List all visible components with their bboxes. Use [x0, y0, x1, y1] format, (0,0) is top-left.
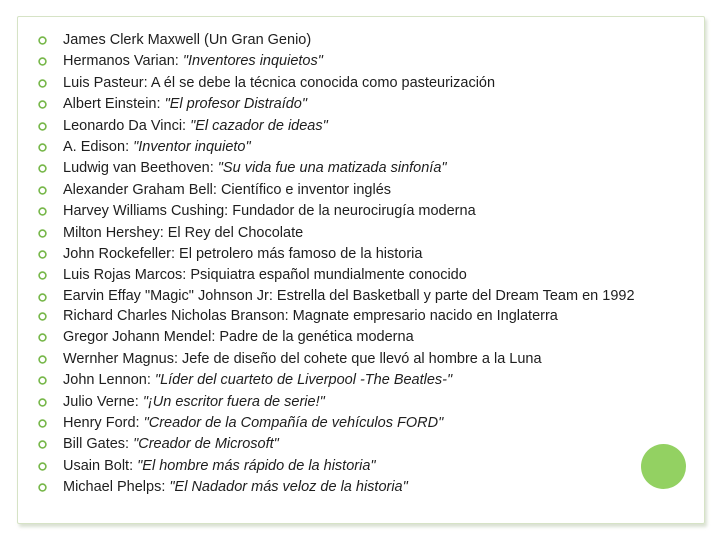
ring-bullet-icon: [38, 398, 47, 407]
ring-bullet-icon: [38, 440, 47, 449]
list-item: Alexander Graham Bell: Científico e inventor inglés: [0, 180, 673, 201]
list-item: Michael Phelps: "El Nadador más veloz de la historia": [0, 477, 673, 498]
list-item: Julio Verne: "¡Un escritor fuera de serie!": [0, 392, 673, 413]
list-item: Wernher Magnus: Jefe de diseño del cohete que llevó al hombre a la Luna: [0, 349, 673, 370]
ring-bullet-icon: [38, 462, 47, 471]
ring-bullet-icon: [38, 333, 47, 342]
list-item: Usain Bolt: "El hombre más rápido de la historia": [0, 456, 673, 477]
ring-bullet-icon: [38, 271, 47, 280]
ring-bullet-icon: [38, 293, 47, 302]
ring-bullet-icon: [38, 79, 47, 88]
ring-bullet-icon: [38, 57, 47, 66]
ring-bullet-icon: [38, 355, 47, 364]
ring-bullet-icon: [38, 122, 47, 131]
list-item: Luis Pasteur: A él se debe la técnica conocida como pasteurización: [0, 73, 673, 94]
list-item: Milton Hershey: El Rey del Chocolate: [0, 223, 673, 244]
list-item: Richard Charles Nicholas Branson: Magnate empresario nacido en Inglaterra: [0, 306, 673, 327]
list-item: Henry Ford: "Creador de la Compañía de vehículos FORD": [0, 413, 673, 434]
list-item: John Lennon: "Líder del cuarteto de Liverpool -The Beatles-": [0, 370, 673, 391]
list-item: Luis Rojas Marcos: Psiquiatra español mundialmente conocido: [0, 265, 673, 286]
ring-bullet-icon: [38, 207, 47, 216]
ring-bullet-icon: [38, 250, 47, 259]
list-item: Earvin Effay "Magic" Johnson Jr: Estrella del Basketball y parte del Dream Team en 1992: [0, 287, 673, 306]
ring-bullet-icon: [38, 143, 47, 152]
ring-bullet-icon: [38, 186, 47, 195]
ring-bullet-icon: [38, 376, 47, 385]
list-item: Ludwig van Beethoven: "Su vida fue una matizada sinfonía": [0, 158, 673, 179]
list-item: John Rockefeller: El petrolero más famoso de la historia: [0, 244, 673, 265]
people-list: [0, 30, 700, 499]
list-item: Harvey Williams Cushing: Fundador de la neurocirugía moderna: [0, 201, 673, 222]
ring-bullet-icon: [38, 100, 47, 109]
list-item: James Clerk Maxwell (Un Gran Genio): [0, 30, 673, 51]
ring-bullet-icon: [38, 419, 47, 428]
list-item: Hermanos Varian: "Inventores inquietos": [0, 51, 673, 72]
ring-bullet-icon: [38, 312, 47, 321]
ring-bullet-icon: [38, 164, 47, 173]
list-item: A. Edison: "Inventor inquieto": [0, 137, 673, 158]
ring-bullet-icon: [38, 483, 47, 492]
list-item: Bill Gates: "Creador de Microsoft": [0, 434, 673, 455]
ring-bullet-icon: [38, 229, 47, 238]
list-item: Albert Einstein: "El profesor Distraído": [0, 94, 673, 115]
list-item: Gregor Johann Mendel: Padre de la genética moderna: [0, 327, 673, 348]
ring-bullet-icon: [38, 36, 47, 45]
list-item: Leonardo Da Vinci: "El cazador de ideas": [0, 116, 673, 137]
